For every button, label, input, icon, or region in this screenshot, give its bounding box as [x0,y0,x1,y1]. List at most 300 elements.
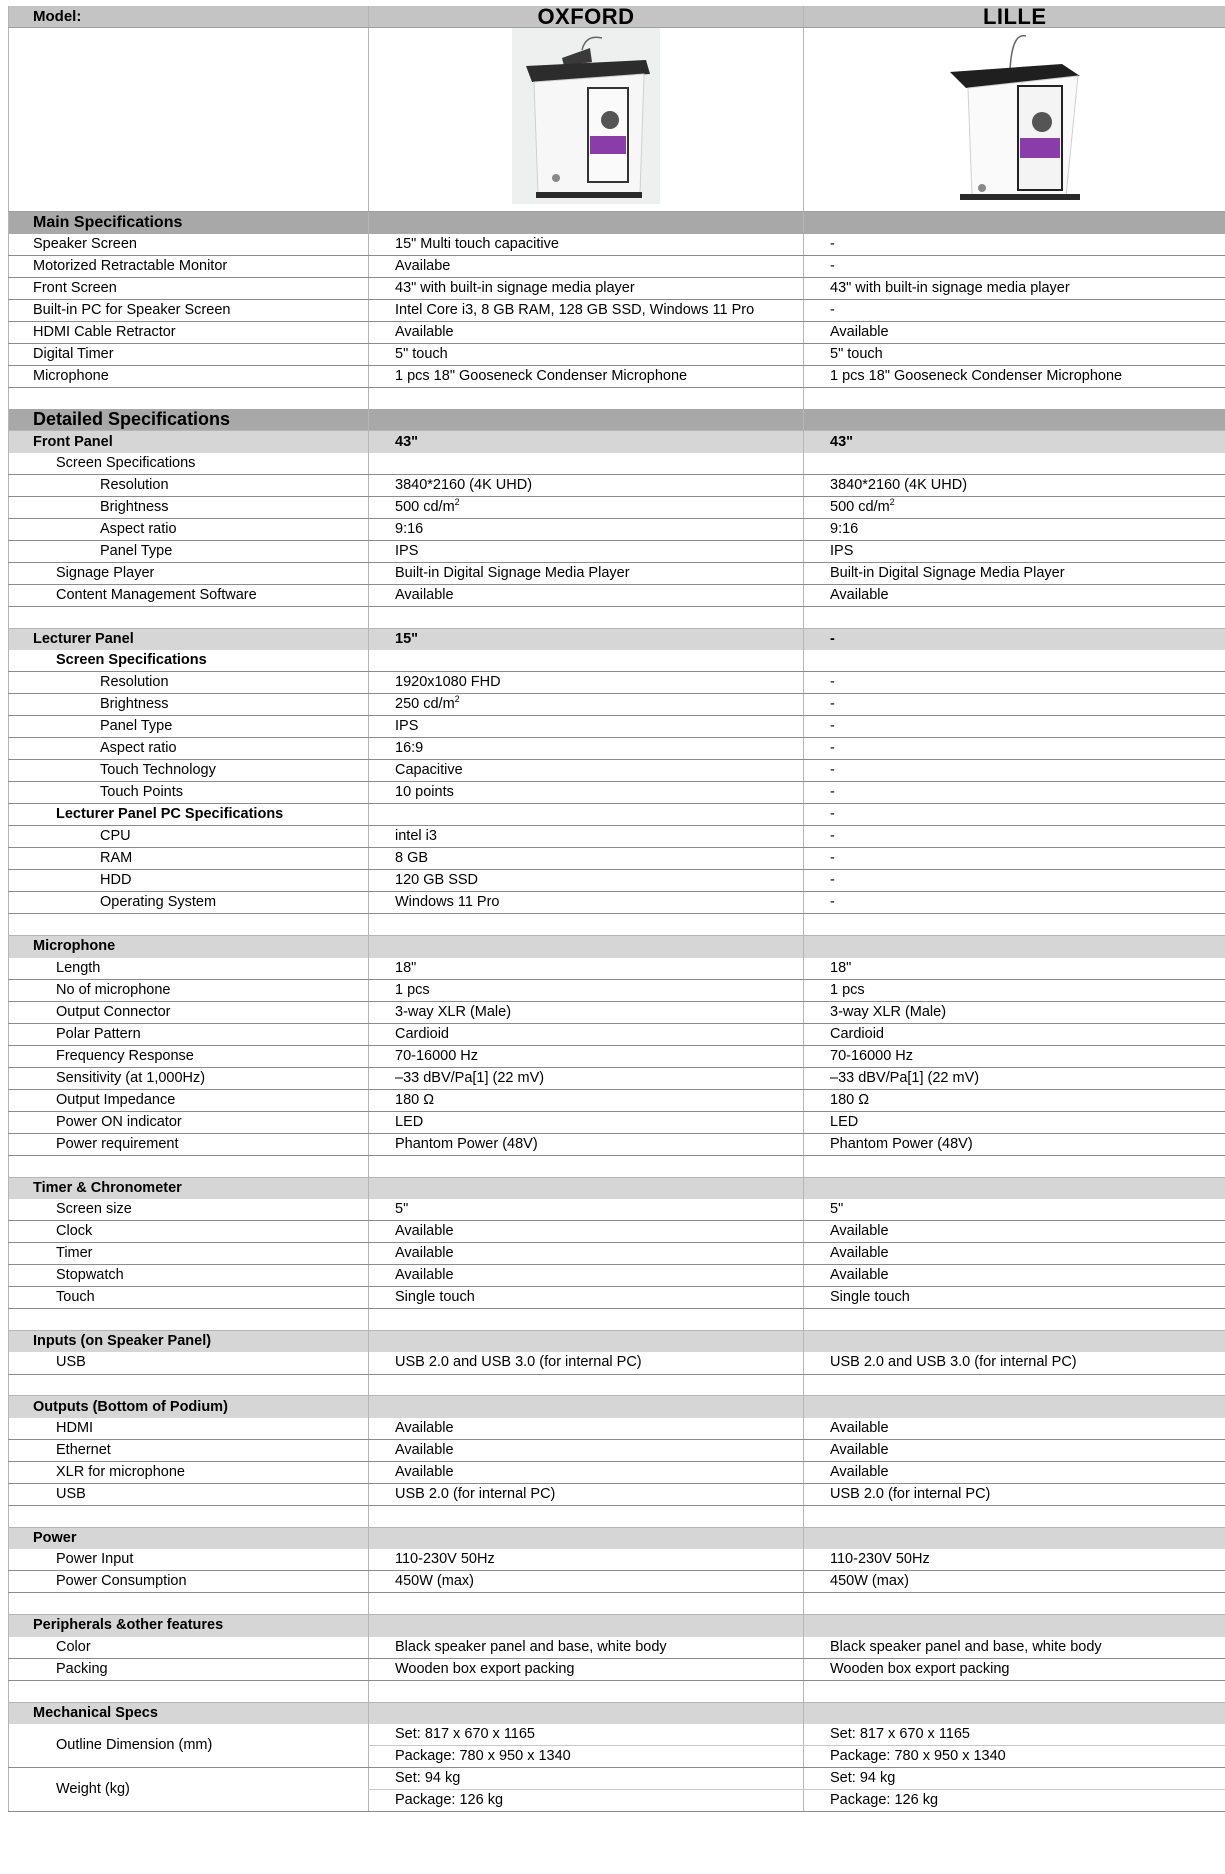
cell-text: Available [830,1223,889,1240]
spec-label: Power Input [9,1549,369,1571]
cell-text: Available [830,1419,889,1436]
section-title: Power [9,1527,369,1549]
section-header-lecturer-panel [9,628,1225,650]
cell-text: 18" [830,959,852,976]
cell-text: Available [830,323,889,340]
spec-oxford-value-2 [369,1746,804,1768]
spec-label: Brightness [9,694,369,716]
spec-oxford-value [369,343,804,365]
podium-lille-image [940,28,1090,204]
cell-text: Availabe [395,257,451,274]
cell-text: Package: 780 x 950 x 1340 [830,1748,1006,1765]
spec-oxford-value [369,1067,804,1089]
gap-cell [804,1593,1225,1615]
spec-label: Resolution [9,475,369,497]
cell-text: - [830,872,835,889]
spec-lille-value [804,343,1225,365]
gap-cell [804,607,1225,629]
spec-row [9,650,1225,672]
spec-oxford-value [369,541,804,563]
spec-oxford-value [369,497,804,519]
gap-cell [9,1155,369,1177]
spec-oxford-value [369,1571,804,1593]
cell-text: –33 dBV/Pa[1] (22 mV) [395,1069,545,1086]
spec-label: Color [9,1637,369,1659]
gap-cell [369,1374,804,1396]
section-lille-value [804,1702,1225,1724]
spec-lille-value [804,1199,1225,1221]
gap-cell [369,387,804,409]
cell-text: 500 cd/m [830,499,890,516]
spec-lille-value [804,672,1225,694]
cell-text: 1 pcs 18" Gooseneck Condenser Microphone [830,367,1123,384]
spec-label: Clock [9,1221,369,1243]
model-label: Model: [9,6,369,28]
spec-row [9,1440,1225,1462]
spec-row [9,255,1225,277]
spec-label: Motorized Retractable Monitor [9,255,369,277]
product-image-row [9,28,1225,212]
spec-oxford-value [369,234,804,256]
cell-text: Black speaker panel and base, white body [830,1638,1102,1655]
cell-text: Wooden box export packing [395,1660,575,1677]
cell-text: Available [395,1245,454,1262]
cell-text: 43" with built-in signage media player [830,279,1070,296]
gap-cell [9,914,369,936]
section-lille-value [804,212,1225,234]
spec-lille-value [804,804,1225,826]
section-header-outputs-bottom-of-podium- [9,1396,1225,1418]
superscript: 2 [454,497,460,508]
spec-row [9,541,1225,563]
spec-row [9,804,1225,826]
section-header-mechanical-specs [9,1702,1225,1724]
spec-oxford-value-2 [369,1790,804,1812]
cell-text: - [830,784,835,801]
spec-oxford-value [369,760,804,782]
spec-row [9,1199,1225,1221]
spec-row [9,1418,1225,1440]
cell-text: 450W (max) [830,1573,909,1590]
gap-cell [9,1680,369,1702]
spec-label: Operating System [9,892,369,914]
spec-oxford-value [369,1768,804,1790]
spec-label: XLR for microphone [9,1462,369,1484]
section-oxford-value [369,212,804,234]
spec-oxford-value [369,782,804,804]
cell-text: 500 cd/m [395,499,455,516]
podium-oxford-image [512,28,660,204]
spec-label: Weight (kg) [9,1768,369,1812]
spec-lille-value [804,892,1225,914]
section-oxford-value [369,1396,804,1418]
cell-text: IPS [830,543,854,560]
spec-oxford-value [369,892,804,914]
spec-oxford-value [369,1658,804,1680]
spec-label: No of microphone [9,979,369,1001]
spec-label: Aspect ratio [9,738,369,760]
spec-oxford-value [369,519,804,541]
cell-text: 5" [395,1201,409,1218]
cell-text: USB 2.0 and USB 3.0 (for internal PC) [395,1354,642,1371]
cell-text: Available [395,1419,454,1436]
cell-text: 15" Multi touch capacitive [395,235,559,252]
gap-cell [369,1680,804,1702]
spec-lille-value [804,563,1225,585]
spec-lille-value [804,1768,1225,1790]
cell-text: Single touch [830,1289,910,1306]
gap-cell [9,387,369,409]
cell-text: - [830,762,835,779]
cell-text: - [830,696,835,713]
spec-oxford-value [369,1023,804,1045]
model-name-oxford: OXFORD [369,6,804,28]
cell-text: 3-way XLR (Male) [395,1003,512,1020]
spec-label: Touch [9,1287,369,1309]
cell-text: LED [830,1113,859,1130]
gap-cell [804,1680,1225,1702]
section-oxford-value: 43" [369,431,804,453]
spec-lille-value [804,453,1225,475]
spec-lille-value [804,1549,1225,1571]
spec-oxford-value [369,453,804,475]
section-oxford-value [369,409,804,431]
section-lille-value [804,1615,1225,1637]
cell-text: - [830,674,835,691]
cell-text: 5" [830,1201,844,1218]
spec-oxford-value [369,321,804,343]
section-lille-value [804,409,1225,431]
section-oxford-value [369,1527,804,1549]
spec-label: Screen Specifications [9,650,369,672]
spec-label: Digital Timer [9,343,369,365]
gap-cell [804,914,1225,936]
spec-row [9,694,1225,716]
spec-row [9,672,1225,694]
spec-oxford-value [369,1045,804,1067]
spec-row [9,1243,1225,1265]
cell-text: Set: 817 x 670 x 1165 [830,1726,971,1743]
spec-oxford-value [369,255,804,277]
cell-text: Package: 126 kg [395,1792,504,1809]
spec-lille-value [804,1111,1225,1133]
spec-row [9,321,1225,343]
cell-text: 43" with built-in signage media player [395,279,635,296]
spec-label: Panel Type [9,716,369,738]
superscript: 2 [454,694,460,705]
cell-text: 8 GB [395,850,429,867]
spec-row [9,1023,1225,1045]
gap-cell [9,1506,369,1528]
cell-text: - [830,301,835,318]
spec-lille-value [804,1462,1225,1484]
spec-row [9,1352,1225,1374]
gap-cell [9,1309,369,1331]
spec-lille-value [804,1724,1225,1746]
cell-text: Available [395,1464,454,1481]
spec-row [9,563,1225,585]
cell-text: 5" touch [830,345,883,362]
gap-cell [369,1155,804,1177]
spec-row [9,848,1225,870]
section-header-peripherals-other-features [9,1615,1225,1637]
cell-text: Single touch [395,1289,475,1306]
gap-cell [9,1374,369,1396]
section-lille-value: - [804,628,1225,650]
section-lille-value [804,936,1225,958]
spec-row [9,1287,1225,1309]
gap-cell [369,1506,804,1528]
spec-lille-value [804,585,1225,607]
spec-label: HDMI [9,1418,369,1440]
spec-oxford-value [369,1199,804,1221]
section-gap-8 [9,1506,1225,1528]
spec-row [9,782,1225,804]
cell-text: 1 pcs [395,981,430,998]
section-oxford-value [369,1702,804,1724]
cell-text: Phantom Power (48V) [395,1135,538,1152]
cell-text: 9:16 [395,521,424,538]
cell-text: –33 dBV/Pa[1] (22 mV) [830,1069,980,1086]
section-oxford-value [369,936,804,958]
cell-text: Available [830,1245,889,1262]
spec-row [9,1637,1225,1659]
spec-row [9,453,1225,475]
spec-lille-value [804,760,1225,782]
spec-oxford-value [369,958,804,980]
spec-oxford-value [369,1724,804,1746]
spec-lille-value [804,541,1225,563]
spec-lille-value [804,321,1225,343]
section-lille-value [804,1331,1225,1353]
section-title: Front Panel [9,431,369,453]
spec-oxford-value [369,804,804,826]
section-gap-9 [9,1593,1225,1615]
section-gap-3 [9,607,1225,629]
model-name-lille: LILLE [804,6,1225,28]
image-label-cell [9,28,369,212]
spec-label: Ethernet [9,1440,369,1462]
spec-row [9,1724,1225,1746]
spec-oxford-value [369,1418,804,1440]
spec-row [9,475,1225,497]
gap-cell [804,387,1225,409]
section-gap-6 [9,1309,1225,1331]
spec-label: RAM [9,848,369,870]
spec-label: USB [9,1484,369,1506]
gap-cell [804,1155,1225,1177]
spec-label: Aspect ratio [9,519,369,541]
spec-row [9,277,1225,299]
section-title: Mechanical Specs [9,1702,369,1724]
spec-label: HDD [9,870,369,892]
model-header-row [9,6,1225,28]
gap-cell [369,914,804,936]
section-title: Outputs (Bottom of Podium) [9,1396,369,1418]
spec-lille-value [804,234,1225,256]
spec-oxford-value [369,1001,804,1023]
section-gap-4 [9,914,1225,936]
cell-text: 450W (max) [395,1573,474,1590]
cell-text: 5" touch [395,345,448,362]
cell-text: Built-in Digital Signage Media Player [395,565,630,582]
spec-oxford-value [369,1549,804,1571]
spec-label: Signage Player [9,563,369,585]
gap-cell [804,1374,1225,1396]
cell-text: Intel Core i3, 8 GB RAM, 128 GB SSD, Windows 11 Pro [395,301,755,318]
cell-text: 110-230V 50Hz [830,1551,930,1568]
section-title: Inputs (on Speaker Panel) [9,1331,369,1353]
spec-row [9,1265,1225,1287]
spec-label: Frequency Response [9,1045,369,1067]
cell-text: Capacitive [395,762,463,779]
spec-lille-value [804,475,1225,497]
spec-row [9,1045,1225,1067]
cell-text: Available [395,1267,454,1284]
spec-lille-value [804,958,1225,980]
spec-label: Packing [9,1658,369,1680]
gap-cell [369,607,804,629]
spec-oxford-value [369,1133,804,1155]
spec-oxford-value [369,1265,804,1287]
cell-text: Cardioid [830,1025,884,1042]
section-oxford-value [369,1331,804,1353]
spec-lille-value [804,365,1225,387]
spec-lille-value [804,848,1225,870]
cell-text: Set: 94 kg [395,1770,461,1787]
cell-text: - [830,257,835,274]
spec-oxford-value [369,650,804,672]
spec-label: Output Connector [9,1001,369,1023]
spec-row [9,1001,1225,1023]
cell-text: Available [830,587,889,604]
spec-row [9,870,1225,892]
cell-text: 3840*2160 (4K UHD) [830,477,968,494]
spec-lille-value [804,1089,1225,1111]
cell-text: IPS [395,718,419,735]
spec-label: Built-in PC for Speaker Screen [9,299,369,321]
spec-lille-value-2 [804,1746,1225,1768]
cell-text: 120 GB SSD [395,872,479,889]
cell-text: 110-230V 50Hz [395,1551,495,1568]
section-gap-10 [9,1680,1225,1702]
spec-lille-value [804,1133,1225,1155]
cell-text: Available [830,1464,889,1481]
spec-lille-value [804,782,1225,804]
section-oxford-value [369,1615,804,1637]
spec-lille-value [804,1484,1225,1506]
cell-text: - [830,806,835,823]
cell-text: - [830,235,835,252]
spec-label: Screen size [9,1199,369,1221]
spec-label: Screen Specifications [9,453,369,475]
spec-lille-value [804,1045,1225,1067]
section-lille-value [804,1396,1225,1418]
section-gap-5 [9,1155,1225,1177]
cell-text: 16:9 [395,740,424,757]
spec-lille-value [804,1440,1225,1462]
spec-oxford-value [369,672,804,694]
spec-label: Microphone [9,365,369,387]
spec-lille-value [804,1418,1225,1440]
spec-oxford-value [369,848,804,870]
spec-oxford-value [369,585,804,607]
spec-label: Power Consumption [9,1571,369,1593]
cell-text: 180 Ω [830,1091,870,1108]
spec-lille-value [804,1265,1225,1287]
spec-lille-value [804,1221,1225,1243]
spec-row [9,958,1225,980]
cell-text: Black speaker panel and base, white body [395,1638,667,1655]
spec-oxford-value [369,1089,804,1111]
spec-label: Lecturer Panel PC Specifications [9,804,369,826]
spec-label: Power ON indicator [9,1111,369,1133]
cell-text: 70-16000 Hz [830,1047,914,1064]
spec-row [9,1111,1225,1133]
spec-oxford-value [369,277,804,299]
spec-label: Content Management Software [9,585,369,607]
spec-oxford-value [369,1221,804,1243]
cell-text: USB 2.0 and USB 3.0 (for internal PC) [830,1354,1077,1371]
cell-text: - [830,828,835,845]
spec-label: Timer [9,1243,369,1265]
spec-oxford-value [369,979,804,1001]
cell-text: Available [395,323,454,340]
cell-text: 180 Ω [395,1091,435,1108]
spec-label: Touch Points [9,782,369,804]
spec-row [9,234,1225,256]
cell-text: 10 points [395,784,454,801]
section-lille-value: 43" [804,431,1225,453]
gap-cell [9,607,369,629]
spec-row [9,738,1225,760]
spec-lille-value [804,519,1225,541]
spec-lille-value [804,979,1225,1001]
spec-oxford-value [369,1484,804,1506]
section-title: Peripherals &other features [9,1615,369,1637]
cell-text: - [830,850,835,867]
spec-row [9,1067,1225,1089]
spec-lille-value [804,1243,1225,1265]
spec-oxford-value [369,870,804,892]
cell-text: IPS [395,543,419,560]
section-title: Detailed Specifications [9,409,369,431]
section-oxford-value [369,1177,804,1199]
spec-oxford-value [369,1637,804,1659]
spec-row [9,1089,1225,1111]
spec-row [9,1221,1225,1243]
gap-cell [369,1309,804,1331]
spec-row [9,585,1225,607]
cell-text: intel i3 [395,828,437,845]
spec-lille-value [804,716,1225,738]
spec-label: Panel Type [9,541,369,563]
spec-label: Speaker Screen [9,234,369,256]
spec-lille-value [804,497,1225,519]
section-title: Main Specifications [9,212,369,234]
cell-text: LED [395,1113,424,1130]
spec-label: Outline Dimension (mm) [9,1724,369,1768]
spec-oxford-value [369,716,804,738]
spec-label: HDMI Cable Retractor [9,321,369,343]
spec-row [9,1571,1225,1593]
spec-oxford-value [369,1243,804,1265]
cell-text: Package: 780 x 950 x 1340 [395,1748,571,1765]
section-title: Lecturer Panel [9,628,369,650]
spec-row [9,979,1225,1001]
spec-oxford-value [369,738,804,760]
spec-sheet-table [8,6,1225,1812]
